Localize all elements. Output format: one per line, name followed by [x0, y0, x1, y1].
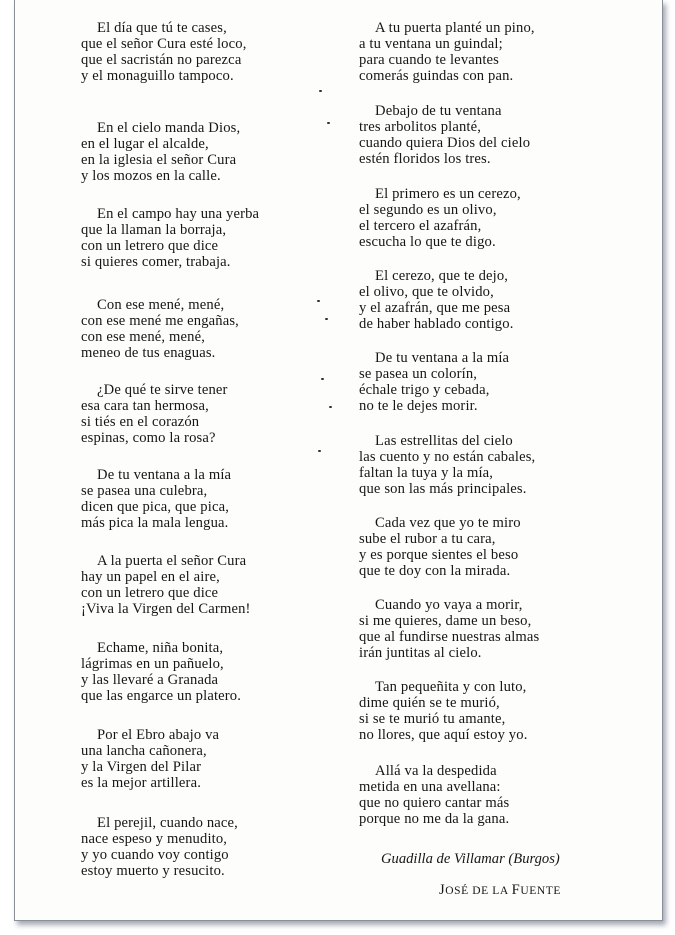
verse-line: hay un papel en el aire,: [81, 569, 220, 585]
verse-line: A tu puerta planté un pino,: [375, 20, 535, 36]
stanza: [359, 186, 639, 250]
verse-line: En el campo hay una yerba: [97, 206, 260, 222]
verse-line: que la llaman la borraja,: [81, 222, 227, 238]
verse-line: no llores, que aquí estoy yo.: [359, 727, 528, 743]
verse-line: El perejil, cuando nace,: [97, 815, 238, 831]
verse-line: las cuento y no están cabales,: [359, 449, 536, 465]
verse-line: espinas, como la rosa?: [81, 430, 216, 446]
stanza: [81, 815, 331, 879]
document-page: [14, 0, 663, 921]
stanza: [81, 120, 331, 184]
verse-line: de haber hablado contigo.: [359, 316, 514, 332]
verse-line: porque no me da la gana.: [359, 811, 510, 827]
signature-place: Guadilla de Villamar (Burgos): [381, 851, 560, 867]
stanza: [81, 206, 331, 270]
verse-line: si se te murió tu amante,: [359, 711, 506, 727]
verse-line: si tiés en el corazón: [81, 414, 200, 430]
verse-line: dime quién se te murió,: [359, 695, 500, 711]
verse-line: que las engarce un platero.: [81, 688, 242, 704]
stanza: [359, 763, 639, 827]
stanza: [81, 553, 331, 617]
verse-line: el olivo, que te olvido,: [359, 284, 494, 300]
stanza: [81, 297, 331, 361]
verse-line: Debajo de tu ventana: [375, 103, 502, 119]
verse-line: Las estrellitas del cielo: [375, 433, 513, 449]
verse-line: meneo de tus enaguas.: [81, 345, 216, 361]
verse-line: En el cielo manda Dios,: [97, 120, 241, 136]
signature-block: [381, 850, 641, 899]
verse-line: El día que tú te cases,: [97, 20, 227, 36]
verse-line: con ese mené me engañas,: [81, 313, 239, 329]
verse-line: Allá va la despedida: [375, 763, 497, 779]
verse-line: ¡Viva la Virgen del Carmen!: [81, 601, 251, 617]
verse-line: se pasea una culebra,: [81, 483, 208, 499]
stanza: [359, 597, 639, 661]
verse-line: que el señor Cura esté loco,: [81, 36, 247, 52]
verse-line: el tercero el azafrán,: [359, 218, 482, 234]
verse-line: irán juntitas al cielo.: [359, 645, 482, 661]
stanza: [359, 103, 639, 167]
verse-line: se pasea un colorín,: [359, 366, 478, 382]
stanza: [359, 20, 639, 84]
verse-line: que te doy con la mirada.: [359, 563, 511, 579]
verse-line: a tu ventana un guindal;: [359, 36, 503, 52]
author-smallcaps-1: OSÉ DE LA: [445, 885, 512, 897]
stanza: [359, 433, 639, 497]
signature-author: [381, 882, 641, 899]
verse-line: no te le dejes morir.: [359, 398, 478, 414]
verse-line: échale trigo y cebada,: [359, 382, 490, 398]
verse-line: y la Virgen del Pilar: [81, 759, 202, 775]
verse-line: tres arbolitos planté,: [359, 119, 482, 135]
verse-line: que al fundirse nuestras almas: [359, 629, 540, 645]
verse-line: con un letrero que dice: [81, 238, 219, 254]
verse-line: A la puerta el señor Cura: [97, 553, 247, 569]
stanza: [81, 20, 331, 84]
verse-line: es la mejor artillera.: [81, 775, 201, 791]
verse-line: una lancha cañonera,: [81, 743, 207, 759]
verse-line: esa cara tan hermosa,: [81, 398, 209, 414]
stanza: [81, 640, 331, 704]
stanza: [359, 515, 639, 579]
verse-line: más pica la mala lengua.: [81, 515, 229, 531]
verse-line: metida en una avellana:: [359, 779, 501, 795]
verse-line: en el lugar el alcalde,: [81, 136, 209, 152]
verse-line: lágrimas en un pañuelo,: [81, 656, 224, 672]
verse-line: El primero es un cerezo,: [375, 186, 521, 202]
verse-line: que no quiero cantar más: [359, 795, 510, 811]
stanza: [81, 382, 331, 446]
verse-line: y es porque sientes el beso: [359, 547, 519, 563]
verse-line: si quieres comer, trabaja.: [81, 254, 231, 270]
verse-line: sube el rubor a tu cara,: [359, 531, 496, 547]
verse-line: estén floridos los tres.: [359, 151, 491, 167]
verse-line: en la iglesia el señor Cura: [81, 152, 237, 168]
stanza: [359, 268, 639, 332]
verse-line: El cerezo, que te dejo,: [375, 268, 509, 284]
verse-line: y el monaguillo tampoco.: [81, 68, 234, 84]
verse-line: comerás guindas con pan.: [359, 68, 514, 84]
stanza: [81, 727, 331, 791]
verse-line: con un letrero que dice: [81, 585, 219, 601]
verse-line: cuando quiera Dios del cielo: [359, 135, 531, 151]
author-initial: J: [439, 882, 446, 898]
verse-line: el segundo es un olivo,: [359, 202, 497, 218]
verse-line: si me quieres, dame un beso,: [359, 613, 532, 629]
verse-line: Cuando yo vaya a morir,: [375, 597, 523, 613]
verse-line: y yo cuando voy contigo: [81, 847, 229, 863]
verse-line: faltan la tuya y la mía,: [359, 465, 494, 481]
verse-line: Cada vez que yo te miro: [375, 515, 521, 531]
verse-line: con ese mené, mené,: [81, 329, 206, 345]
verse-line: y el azafrán, que me pesa: [359, 300, 511, 316]
author-smallcaps-2: UENTE: [520, 885, 562, 897]
print-specks: [315, 0, 335, 900]
verse-line: nace espeso y menudito,: [81, 831, 228, 847]
verse-line: Por el Ebro abajo va: [97, 727, 220, 743]
verse-line: De tu ventana a la mía: [97, 467, 232, 483]
verse-line: y las llevaré a Granada: [81, 672, 219, 688]
verse-line: dicen que pica, que pica,: [81, 499, 229, 515]
verse-line: De tu ventana a la mía: [375, 350, 510, 366]
verse-line: y los mozos en la calle.: [81, 168, 221, 184]
stanza: [359, 350, 639, 414]
verse-line: estoy muerto y resucito.: [81, 863, 225, 879]
verse-line: Tan pequeñita y con luto,: [375, 679, 527, 695]
verse-line: escucha lo que te digo.: [359, 234, 496, 250]
stanza: [81, 467, 331, 531]
stanza: [359, 679, 639, 743]
verse-line: que el sacristán no parezca: [81, 52, 242, 68]
verse-line: para cuando te levantes: [359, 52, 499, 68]
author-initial-2: F: [511, 882, 521, 898]
verse-line: que son las más principales.: [359, 481, 527, 497]
verse-line: ¿De qué te sirve tener: [97, 382, 228, 398]
verse-line: Echame, niña bonita,: [97, 640, 224, 656]
verse-line: Con ese mené, mené,: [97, 297, 225, 313]
